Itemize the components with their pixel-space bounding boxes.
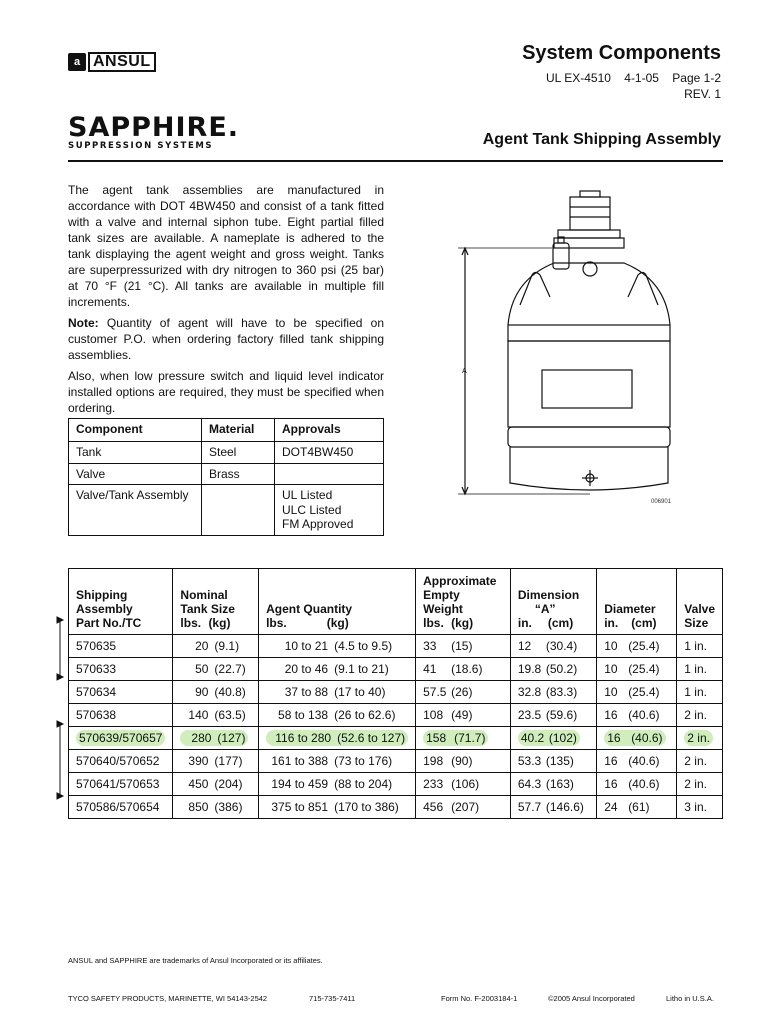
cell-value-tank-lbs: 390: [188, 754, 209, 768]
company-phone: 715-735-7411: [309, 994, 356, 1003]
cell-value-tank-lbs: 850: [188, 800, 209, 814]
cell-value-part: 570641/570653: [76, 777, 160, 791]
cell-value-dia-cm: (40.6): [628, 777, 660, 791]
cell-value-tank-lbs: 450: [188, 777, 209, 791]
column-header-valve-size: Valve Size: [677, 569, 723, 635]
cell-value-wt-kg: (71.7): [454, 731, 486, 745]
cell-value-tank-lbs: 140: [188, 708, 209, 722]
cell-value-wt-kg: (90): [451, 754, 473, 768]
table-cell: [677, 727, 723, 750]
table-cell: [69, 773, 173, 796]
copyright: ©2005 Ansul Incorporated: [548, 994, 635, 1003]
table-cell: [416, 658, 511, 681]
table-cell: [173, 681, 259, 704]
page-title: System Components: [522, 42, 721, 64]
table-cell: [173, 727, 259, 750]
table-cell: [69, 658, 173, 681]
sapphire-wordmark: SAPPHIRE.: [68, 112, 240, 143]
cell-value-tank-lbs: 20: [195, 639, 209, 653]
cell-value-dim-in: 23.5: [517, 708, 542, 722]
cell-value-dia-cm: (40.6): [628, 708, 660, 722]
cell-value-dim-cm: (30.4): [545, 639, 578, 653]
cell-value-tank-kg: (127): [217, 731, 246, 745]
table-cell: [69, 681, 173, 704]
section-title: Agent Tank Shipping Assembly: [482, 131, 721, 148]
cell-value-tank-kg: (386): [214, 800, 243, 814]
table-cell: [69, 704, 173, 727]
cell-value-tank-kg: (177): [214, 754, 243, 768]
column-header-empty-weight: Approximate Empty Weight lbs. (kg): [416, 569, 511, 635]
cell-value-agent-kg: (17 to 40): [334, 685, 386, 699]
component-table: [68, 418, 384, 536]
company-address: TYCO SAFETY PRODUCTS, MARINETTE, WI 54143-2542: [68, 994, 268, 1003]
description-paragraph-1: The agent tank assemblies are manufactured in accordance with DOT 4BW450 and consist of a tank fitted with a valve and internal siphon tube. Eight partial filled tank sizes are available. A nameplate is adhered to the tank displaying the agent weight and gross weight. Tanks are superpressurized with dry nitrogen to 360 psi (25 bar) at 70 °F (21 °C). All tanks are available in multiple fill increments.: [68, 183, 384, 309]
cell-value-dia-cm: (61): [628, 800, 650, 814]
cell-value-agent-lbs: 375 to 851: [271, 800, 329, 814]
table-cell: [677, 750, 723, 773]
cell-value-valve: 2 in.: [684, 708, 707, 722]
trademark-notice: ANSUL and SAPPHIRE are trademarks of Ansul Incorporated or its affiliates.: [68, 956, 323, 965]
column-header-diameter: Diameter in. (cm): [597, 569, 677, 635]
column-header: Material: [202, 419, 275, 442]
table-cell: [259, 750, 416, 773]
table-cell: [597, 704, 677, 727]
tank-drawing: [440, 185, 680, 505]
shipping-table-header: [69, 569, 723, 635]
table-cell: Steel: [202, 442, 275, 464]
cell-value-tank-kg: (9.1): [214, 639, 240, 653]
table-cell: [69, 635, 173, 658]
table-cell: [202, 485, 275, 536]
table-cell: [510, 796, 596, 819]
table-cell: [416, 750, 511, 773]
column-header-part: Shipping Assembly Part No./TC: [69, 569, 173, 635]
column-header: Component: [69, 419, 202, 442]
sapphire-tagline: SUPPRESSION SYSTEMS: [68, 141, 214, 151]
cell-value-part: 570640/570652: [76, 754, 160, 768]
table-cell: [597, 635, 677, 658]
table-row: [69, 773, 723, 796]
table-cell: [416, 796, 511, 819]
table-cell: DOT4BW450: [275, 442, 384, 464]
table-cell: [275, 463, 384, 485]
cell-value-agent-lbs: 194 to 459: [271, 777, 329, 791]
table-cell: [597, 658, 677, 681]
cell-value-tank-lbs: 280: [191, 731, 212, 745]
table-row: [69, 658, 723, 681]
litho-notice: Litho in U.S.A.: [666, 994, 714, 1003]
component-table-header: [69, 419, 384, 442]
cell-value-wt-kg: (49): [451, 708, 473, 722]
table-cell: [510, 773, 596, 796]
table-cell: [597, 796, 677, 819]
cell-value-dia-in: 16: [604, 777, 618, 791]
ansul-mark-icon: a: [68, 53, 86, 71]
table-cell: [677, 635, 723, 658]
column-header-tank-size: Nominal Tank Size lbs. (kg): [173, 569, 259, 635]
cell-value-dia-cm: (25.4): [628, 685, 660, 699]
cell-value-tank-kg: (204): [214, 777, 243, 791]
table-cell: [69, 796, 173, 819]
table-cell: [597, 750, 677, 773]
cell-value-dim-in: 19.8: [517, 662, 542, 676]
document-meta: [546, 70, 721, 102]
table-cell: [416, 681, 511, 704]
cell-value-dim-cm: (146.6): [545, 800, 584, 814]
table-row: [69, 463, 384, 485]
table-cell: [677, 704, 723, 727]
table-cell: [173, 635, 259, 658]
table-cell: Brass: [202, 463, 275, 485]
table-cell: [510, 727, 596, 750]
table-cell: Valve/Tank Assembly: [69, 485, 202, 536]
cell-value-agent-lbs: 58 to 138: [278, 708, 329, 722]
form-number: Form No. F-2003184-1: [441, 994, 518, 1003]
cell-value-wt-kg: (15): [451, 639, 473, 653]
cell-value-agent-kg: (26 to 62.6): [334, 708, 396, 722]
table-cell: [259, 773, 416, 796]
note-text: Quantity of agent will have to be specified on customer P.O. when ordering factory filled tank shipping assemblies.: [68, 316, 384, 362]
table-row: [69, 485, 384, 536]
cell-value-agent-lbs: 20 to 46: [284, 662, 329, 676]
table-cell: [416, 727, 511, 750]
column-header: Approvals: [275, 419, 384, 442]
cell-value-agent-lbs: 116 to 280: [275, 731, 332, 745]
cell-value-dim-in: 12: [517, 639, 532, 653]
cell-value-wt-lbs: 57.5: [423, 685, 447, 699]
table-cell: [259, 658, 416, 681]
table-cell: [510, 658, 596, 681]
cell-value-part: 570638: [76, 708, 117, 722]
cell-value-wt-lbs: 233: [423, 777, 444, 791]
sapphire-logo: [68, 114, 239, 151]
column-header-agent-quantity: Agent Quantity lbs. (kg): [259, 569, 416, 635]
table-row: [69, 442, 384, 464]
table-cell: [416, 773, 511, 796]
cell-value-tank-kg: (63.5): [214, 708, 246, 722]
table-cell: [597, 681, 677, 704]
cell-value-agent-kg: (88 to 204): [334, 777, 393, 791]
cell-value-agent-lbs: 10 to 21: [284, 639, 329, 653]
table-cell: [597, 727, 677, 750]
table-cell: UL Listed ULC Listed FM Approved: [275, 485, 384, 536]
cell-value-wt-lbs: 108: [423, 708, 444, 722]
cell-value-dia-in: 24: [604, 800, 618, 814]
cell-value-agent-lbs: 161 to 388: [271, 754, 329, 768]
cell-value-wt-kg: (18.6): [451, 662, 483, 676]
table-cell: [173, 750, 259, 773]
table-cell: [69, 727, 173, 750]
cell-value-valve: 2 in.: [687, 731, 710, 745]
cell-value-agent-kg: (73 to 176): [334, 754, 393, 768]
cell-value-valve: 1 in.: [684, 662, 707, 676]
table-cell: [677, 773, 723, 796]
cell-value-wt-lbs: 456: [423, 800, 444, 814]
table-cell: [510, 635, 596, 658]
cell-value-part: 570639/570657: [79, 731, 163, 745]
description-text: [68, 182, 384, 421]
table-cell: [677, 658, 723, 681]
cell-value-dia-in: 10: [604, 685, 618, 699]
cell-value-dim-in: 40.2: [520, 731, 545, 745]
column-header-dimension: Dimension “A” in. (cm): [510, 569, 596, 635]
cell-value-wt-kg: (106): [451, 777, 480, 791]
cell-value-wt-lbs: 198: [423, 754, 444, 768]
table-cell: [173, 773, 259, 796]
table-cell: [677, 796, 723, 819]
cell-value-dim-cm: (59.6): [545, 708, 578, 722]
table-cell: [69, 750, 173, 773]
cell-value-tank-lbs: 50: [195, 662, 209, 676]
document-meta-line2: REV. 1: [684, 87, 721, 101]
cell-value-dia-in: 16: [604, 708, 618, 722]
cell-value-tank-lbs: 90: [195, 685, 209, 699]
note-label: Note:: [68, 316, 99, 330]
cell-value-dia-cm: (25.4): [628, 662, 660, 676]
table-cell: [173, 796, 259, 819]
table-cell: [259, 727, 416, 750]
cell-value-valve: 3 in.: [684, 800, 707, 814]
table-cell: [510, 704, 596, 727]
cell-value-dim-cm: (83.3): [545, 685, 578, 699]
table-cell: [173, 658, 259, 681]
table-cell: [259, 796, 416, 819]
table-cell: [510, 750, 596, 773]
table-row: [69, 796, 723, 819]
cell-value-dia-in: 10: [604, 662, 618, 676]
table-cell: [416, 635, 511, 658]
header-rule: [68, 160, 723, 162]
cell-value-dia-cm: (25.4): [628, 639, 660, 653]
table-cell: [259, 681, 416, 704]
cell-value-dim-in: 64.3: [517, 777, 542, 791]
cell-value-valve: 1 in.: [684, 685, 707, 699]
cell-value-dim-in: 32.8: [517, 685, 542, 699]
cell-value-agent-lbs: 37 to 88: [284, 685, 329, 699]
table-cell: Valve: [69, 463, 202, 485]
cell-value-dim-cm: (135): [545, 754, 574, 768]
table-cell: Tank: [69, 442, 202, 464]
shipping-assembly-table: [68, 568, 723, 819]
cell-value-dim-in: 53.3: [517, 754, 542, 768]
cell-value-wt-lbs: 41: [423, 662, 437, 676]
description-paragraph-3: Also, when low pressure switch and liquid level indicator installed options are required, they must be specified when ordering.: [68, 369, 384, 415]
cell-value-valve: 1 in.: [684, 639, 707, 653]
dimension-label: A: [462, 368, 467, 375]
cell-value-wt-lbs: 33: [423, 639, 437, 653]
ansul-logo: [68, 51, 156, 73]
cell-value-tank-kg: (22.7): [214, 662, 246, 676]
cell-value-agent-kg: (52.6 to 127): [337, 731, 406, 745]
table-row: [69, 704, 723, 727]
table-cell: [597, 773, 677, 796]
cell-value-dia-cm: (40.6): [631, 731, 663, 745]
cell-value-dim-cm: (50.2): [545, 662, 578, 676]
cell-value-wt-kg: (26): [451, 685, 473, 699]
table-cell: [173, 704, 259, 727]
table-row: [69, 750, 723, 773]
document-meta-line1: UL EX-4510 4-1-05 Page 1-2: [546, 71, 721, 85]
table-cell: [259, 635, 416, 658]
drawing-id: 006901: [651, 499, 672, 505]
cell-value-valve: 2 in.: [684, 754, 707, 768]
cell-value-dia-in: 16: [604, 754, 618, 768]
table-cell: [510, 681, 596, 704]
table-cell: [259, 704, 416, 727]
ansul-wordmark: ANSUL: [88, 52, 156, 72]
table-cell: [416, 704, 511, 727]
cell-value-dim-in: 57.7: [517, 800, 542, 814]
table-row: [69, 681, 723, 704]
table-row: [69, 635, 723, 658]
cell-value-valve: 2 in.: [684, 777, 707, 791]
cell-value-part: 570633: [76, 662, 117, 676]
table-cell: [677, 681, 723, 704]
cell-value-wt-lbs: 158: [426, 731, 447, 745]
note-paragraph: [68, 315, 384, 363]
cell-value-agent-kg: (4.5 to 9.5): [334, 639, 393, 653]
cell-value-tank-kg: (40.8): [214, 685, 246, 699]
cell-value-dim-cm: (102): [548, 731, 577, 745]
cell-value-agent-kg: (170 to 386): [334, 800, 399, 814]
cell-value-part: 570635: [76, 639, 117, 653]
cell-value-dia-in: 16: [607, 731, 621, 745]
cell-value-dia-in: 10: [604, 639, 618, 653]
cell-value-part: 570586/570654: [76, 800, 160, 814]
cell-value-wt-kg: (207): [451, 800, 480, 814]
table-row: [69, 727, 723, 750]
cell-value-agent-kg: (9.1 to 21): [334, 662, 389, 676]
cell-value-dia-cm: (40.6): [628, 754, 660, 768]
cell-value-part: 570634: [76, 685, 117, 699]
cell-value-dim-cm: (163): [545, 777, 574, 791]
